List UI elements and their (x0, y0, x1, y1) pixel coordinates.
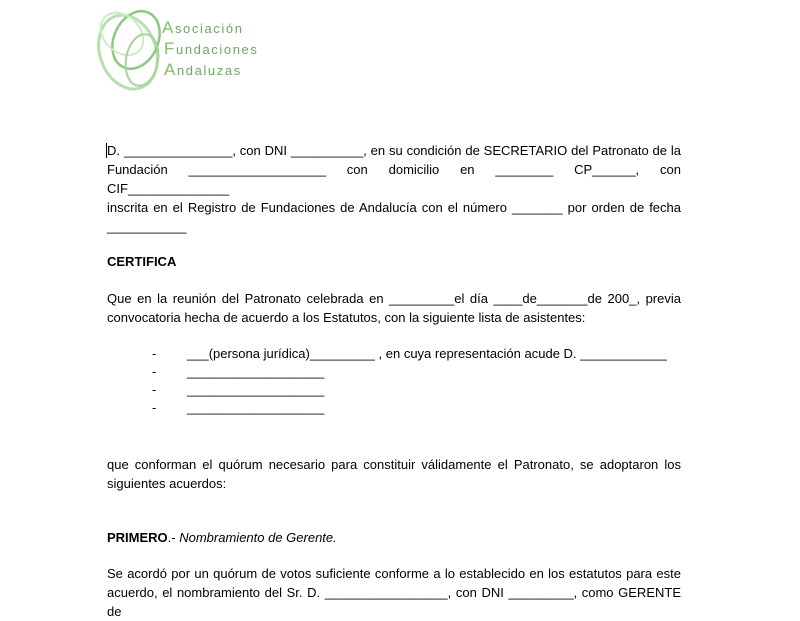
quorum-paragraph: que conforman el quórum necesario para constituir válidamente el Patronato, se adoptaron los siguientes acuerdos: (107, 457, 681, 491)
logo-rings-icon (92, 4, 172, 94)
intro-paragraph: D. _______________, con DNI __________, en su condición de SECRETARIO del Patronato de la Fundación ___________________ con domicilio en ________ CP______, con CIF______________ inscrita en el Registro de Fundaciones de Andalucía con el número _______ por orden de fecha ___________ (107, 143, 681, 234)
attendee-list (152, 345, 667, 417)
certifica-heading: CERTIFICA (107, 254, 177, 269)
logo-text-line-1: Asociación (162, 18, 244, 37)
list-item: - ___________________ (152, 364, 325, 379)
list-item: - ___(persona jurídica)_________ , en cuya representación acude D. ____________ (152, 346, 667, 361)
agreement-paragraph: Se acordó por un quórum de votos suficiente conforme a lo establecido en los estatutos para este acuerdo, el nombramiento del Sr. D. _________________, con DNI _________, como GERENTE de (107, 566, 681, 619)
primero-heading: PRIMERO.- Nombramiento de Gerente. (107, 530, 337, 545)
organization-logo (92, 4, 267, 94)
list-item: - ___________________ (152, 382, 325, 397)
logo-text-line-3: Andaluzas (164, 60, 242, 79)
list-item: - ___________________ (152, 400, 325, 415)
meeting-paragraph: Que en la reunión del Patronato celebrada en _________el día ____de_______de 200_, previa convocatoria hecha de acuerdo a los Estatutos, con la siguiente lista de asistentes: (107, 291, 681, 325)
logo-text-line-2: Fundaciones (164, 39, 259, 58)
